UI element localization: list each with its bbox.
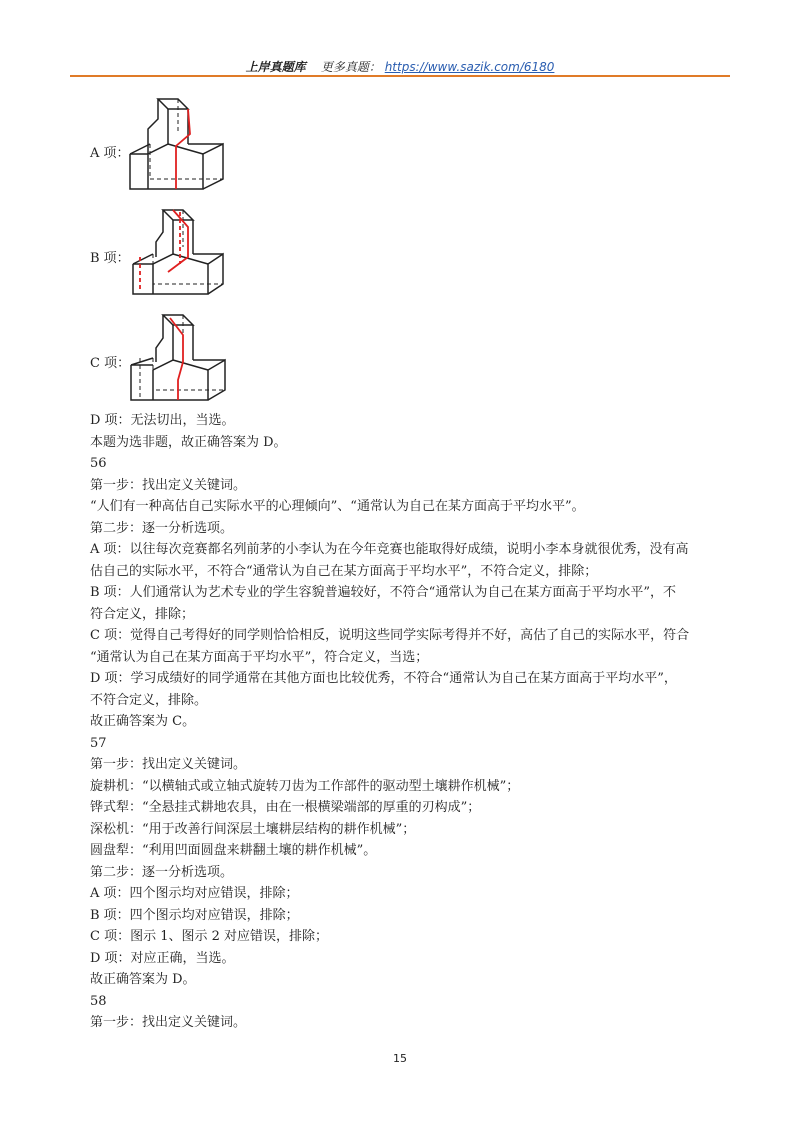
text-line: 第二步：逐一分析选项。 [90,864,234,880]
text-line: 故正确答案为 D。 [90,972,196,987]
text-line: 不符合定义，排除。 [90,692,208,708]
header-brand: 上岸真题库 [245,60,306,74]
text-line: D 项：对应正确，当选。 [90,950,235,966]
text-line: 第一步：找出定义关键词。 [90,1015,247,1030]
page-number: 15 [393,1052,407,1065]
text-line: 圆盘犁：“利用凹面圆盘来耕翻土壤的耕作机械”。 [90,843,377,858]
text-line: D 项：无法切出，当选。 [90,413,235,428]
option-c-label: C 项： [90,356,131,371]
text-line: 本题为选非题，故正确答案为 D。 [90,434,287,450]
option-a-figure [128,94,228,194]
text-line: 符合定义，排除； [90,606,195,622]
text-line: 第一步：找出定义关键词。 [90,477,247,493]
option-a-label: A 项： [90,146,130,161]
text-line: C 项：图示 1、图示 2 对应错误，排除； [90,929,329,944]
text-line: 铧式犁：“全悬挂式耕地农具，由在一根横梁端部的厚重的刃构成”； [90,800,481,815]
question-number: 58 [90,993,107,1009]
text-line: D 项：学习成绩好的同学通常在其他方面也比较优秀，不符合“通常认为自己在某方面高于平均水平”， [90,671,677,686]
text-line: B 项：四个图示均对应错误，排除； [90,907,299,923]
question-number: 57 [90,735,107,751]
text-line: C 项：觉得自己考得好的同学则恰恰相反，说明这些同学实际考得并不好，高估了自己的实际水平，符合 [90,628,690,643]
option-b-label: B 项： [90,251,130,266]
option-c-figure [128,310,228,410]
text-line: 第二步：逐一分析选项。 [90,520,234,536]
text-line: “通常认为自己在某方面高于平均水平”，符合定义，当选； [90,649,429,665]
header-separator: 更多真题： [320,60,381,74]
text-line: 故正确答案为 C。 [90,714,196,729]
text-line: 深松机：“用于改善行间深层土壤耕层结构的耕作机械”； [90,821,416,837]
header-rule [70,75,730,77]
question-number: 56 [90,456,107,471]
text-line: B 项：人们通常认为艺术专业的学生容貌普遍较好，不符合“通常认为自己在某方面高于平均水平”，不 [90,585,676,600]
option-b-figure [128,202,228,302]
header-link[interactable]: https://www.sazik.com/6180 [384,60,555,74]
body-text [90,410,740,1034]
text-line: “人们有一种高估自己实际水平的心理倾向”、“通常认为自己在某方面高于平均水平”。 [90,499,585,514]
text-line: 第一步：找出定义关键词。 [90,757,247,772]
text-line: A 项：以往每次竞赛都名列前茅的小李认为在今年竞赛也能取得好成绩，说明小李本身就很优秀，没有高 [90,542,689,557]
page-header [0,58,800,75]
text-line: A 项：四个图示均对应错误，排除； [90,886,299,901]
text-line: 旋耕机：“以横轴式或立轴式旋转刀齿为工作部件的驱动型土壤耕作机械”； [90,778,520,794]
text-line: 估自己的实际水平，不符合“通常认为自己在某方面高于平均水平”，不符合定义，排除； [90,563,598,579]
